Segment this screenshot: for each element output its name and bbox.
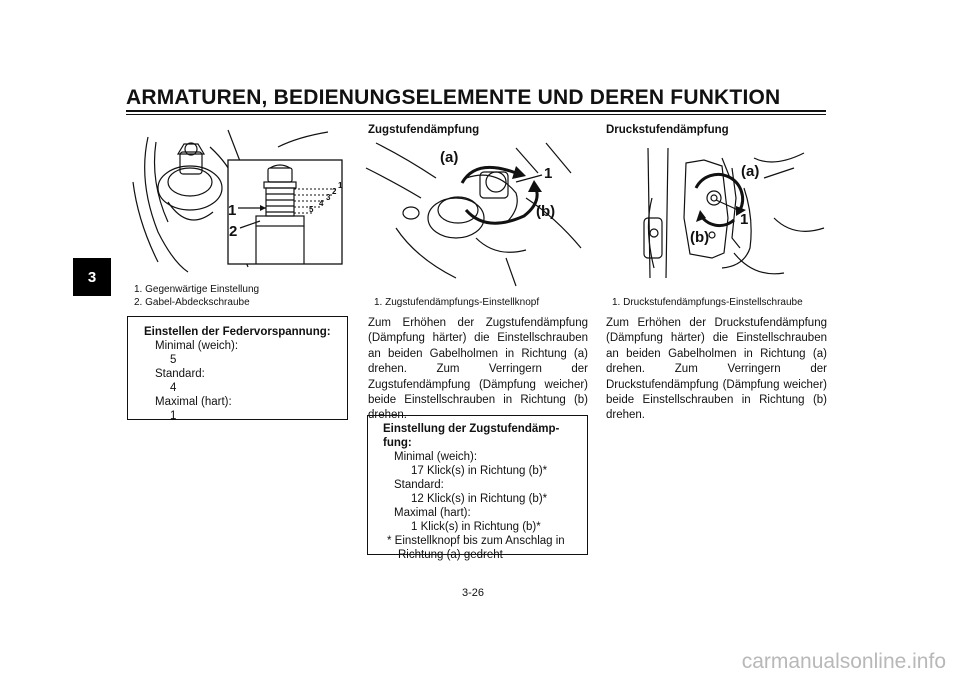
box-value: 1 Klick(s) in Richtung (b)* (411, 521, 541, 533)
box-value: 17 Klick(s) in Richtung (b)* (411, 465, 548, 477)
title-rule-thin (126, 114, 826, 115)
figure-caption: 1. Druckstufendämpfungs-Einstellschraube (612, 297, 803, 308)
box-note: * Einstellknopf bis zum Anschlag in (387, 535, 565, 547)
figure-caption: 1. Zugstufendämpfungs-Einstellknopf (374, 297, 540, 308)
compression-adjuster-illustration (604, 138, 828, 288)
callout-2: 2 (229, 223, 238, 240)
callout-1: 1 (228, 202, 237, 219)
scale-label: 5 (309, 205, 314, 214)
box-label: Maximal (hart): (394, 507, 471, 519)
rebound-settings-box (367, 415, 588, 561)
box-title: Einstellung der Zugstufendämp- (383, 423, 560, 435)
scale-label: 3 (326, 193, 331, 202)
label-a: (a) (741, 163, 760, 180)
scale-label: 1 (338, 181, 343, 190)
label-a: (a) (440, 149, 459, 166)
callout-1: 1 (740, 211, 749, 228)
section-heading-rebound: Zugstufendämpfung (368, 124, 480, 136)
rebound-adjuster-illustration (366, 138, 588, 288)
box-title: Einstellen der Federvorspannung: (144, 326, 331, 338)
rebound-instructions: Zum Erhöhen der Zugstufendämpfung (Dämpfung härter) die Einstellschrauben an beiden Gabelholmen in Richtung (a) drehen. Zum Verringern der Zugstufendämpfung (Dämpfung weicher) beide Einstellschrauben in Richtung (b) drehen. (368, 317, 588, 422)
box-label: Minimal (weich): (155, 340, 239, 352)
title-rule (126, 110, 826, 112)
box-label: Standard: (155, 368, 205, 380)
label-b: (b) (690, 229, 710, 246)
box-value: 5 (170, 354, 177, 366)
box-label: Minimal (weich): (394, 451, 478, 463)
scale-label: 4 (319, 199, 324, 208)
watermark: carmanualsonline.info (741, 650, 946, 673)
preload-settings-box (127, 316, 348, 420)
figure-caption-2: 2. Gabel-Abdeckschraube (134, 297, 250, 308)
box-label: Standard: (394, 479, 444, 491)
box-note: Richtung (a) gedreht (398, 549, 503, 561)
box-label: Maximal (hart): (155, 396, 232, 408)
scale-label: 2 (332, 187, 337, 196)
preload-adjuster-illustration (128, 122, 350, 280)
box-value: 12 Klick(s) in Richtung (b)* (411, 493, 548, 505)
box-title: fung: (383, 437, 412, 449)
page-title: ARMATUREN, BEDIENUNGSELEMENTE UND DEREN FUNKTION (126, 86, 781, 109)
compression-instructions: Zum Erhöhen der Druckstufendämpfung (Dämpfung härter) die Einstellschrauben an beiden Gabelholmen in Richtung (a) drehen. Zum Verringern der Druckstufendämpfung (Dämpfung weicher) beide Einstellschrauben in Richtung (b) drehen. (606, 317, 827, 422)
box-value: 1 (170, 410, 177, 422)
figure-caption-1: 1. Gegenwärtige Einstellung (134, 284, 260, 295)
label-b: (b) (536, 203, 556, 220)
callout-1: 1 (544, 165, 553, 182)
chapter-tab: 3 (73, 258, 111, 296)
page-number: 3-26 (462, 587, 485, 599)
section-heading-compression: Druckstufendämpfung (606, 124, 729, 136)
box-value: 4 (170, 382, 177, 394)
